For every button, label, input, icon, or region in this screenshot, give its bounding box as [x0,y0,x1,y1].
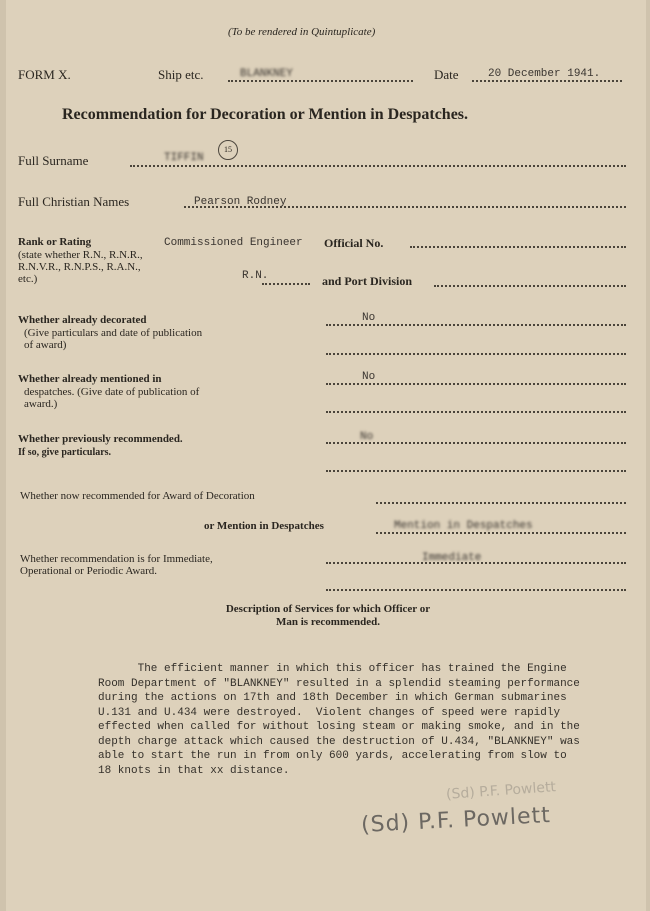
rank-sub-label: (state whether R.N., R.N.R., R.N.V.R., R.N.P.S., R.A.N., etc.) [18,249,143,285]
mention-despatches-label: or Mention in Despatches [204,520,324,532]
surname-line [130,165,626,167]
award-type-label: Whether recommendation is for Immediate, Operational or Periodic Award. [20,553,213,577]
surname-label: Full Surname [18,153,89,168]
award-type-value: Immediate [422,552,482,564]
previously-recommended-line-2 [326,470,626,472]
surname-value: TIFFIN [164,152,204,164]
rank-line [262,283,310,285]
mentioned-line-2 [326,411,626,413]
award-type-line-2 [326,589,626,591]
award-decoration-line [376,502,626,504]
description-text: The efficient manner in which this officer has trained the Engine Room Department of "BLANKNEY" resulted in a splendid steaming performance during the actions on 17th and 18th December in which German submarines U.131 and U.434 were destroyed. Violent changes of speed were rapidly effected when called for without losing steam or making smoke, and in the depth charge attack which caused the destruction of U.434, "BLANKNEY" was able to start the run in from only 600 yards, accelerating from slow to 18 knots in that xx distance. [98,663,580,777]
date-label: Date [434,67,459,82]
previously-recommended-label: Whether previously recommended. [18,433,183,445]
signature: (Sd) P.F. Powlett [360,803,552,838]
form-number: FORM X. [18,67,71,82]
ship-value: BLANKNEY [240,68,293,80]
previously-recommended-sub-label: If so, give particulars. [18,447,112,458]
official-no-line [410,246,626,248]
ship-label: Ship etc. [158,67,204,82]
decorated-label: Whether already decorated [18,314,147,326]
date-value: 20 December 1941. [488,68,601,80]
decorated-value: No [362,312,376,324]
rank-value-2: R.N. [242,270,269,282]
form-paper [6,0,646,911]
rank-value: Commissioned Engineer [164,237,303,249]
mentioned-label: Whether already mentioned in [18,373,162,385]
decorated-sub-label: (Give particulars and date of publication of award) [24,327,203,351]
official-no-label: Official No. [324,236,384,250]
decorated-line-2 [326,353,626,355]
port-division-label: and Port Division [322,274,413,288]
rank-label: Rank or Rating [18,236,92,248]
form-title: Recommendation for Decoration or Mention in Despatches. [62,106,469,123]
quintuplicate-note: (To be rendered in Quintuplicate) [228,26,376,38]
mention-despatches-value: Mention in Despatches [394,520,533,532]
reference-circle: 15 [218,140,238,160]
mention-despatches-line [376,532,626,534]
mentioned-line-1 [326,383,626,385]
mentioned-value: No [362,371,376,383]
decorated-line-1 [326,324,626,326]
description-heading: Description of Services for which Officer or Man is recommended. [225,603,431,628]
ship-line [228,80,413,82]
date-line [472,80,622,82]
faint-signature: (Sd) P.F. Powlett [445,779,557,803]
christian-names-value: Pearson Rodney [194,196,287,208]
christian-names-label: Full Christian Names [18,194,130,209]
previously-recommended-value: No [360,431,374,443]
mentioned-sub-label: despatches. (Give date of publication of award.) [24,386,200,410]
port-division-line [434,285,626,287]
award-decoration-label: Whether now recommended for Award of Decoration [20,490,255,502]
